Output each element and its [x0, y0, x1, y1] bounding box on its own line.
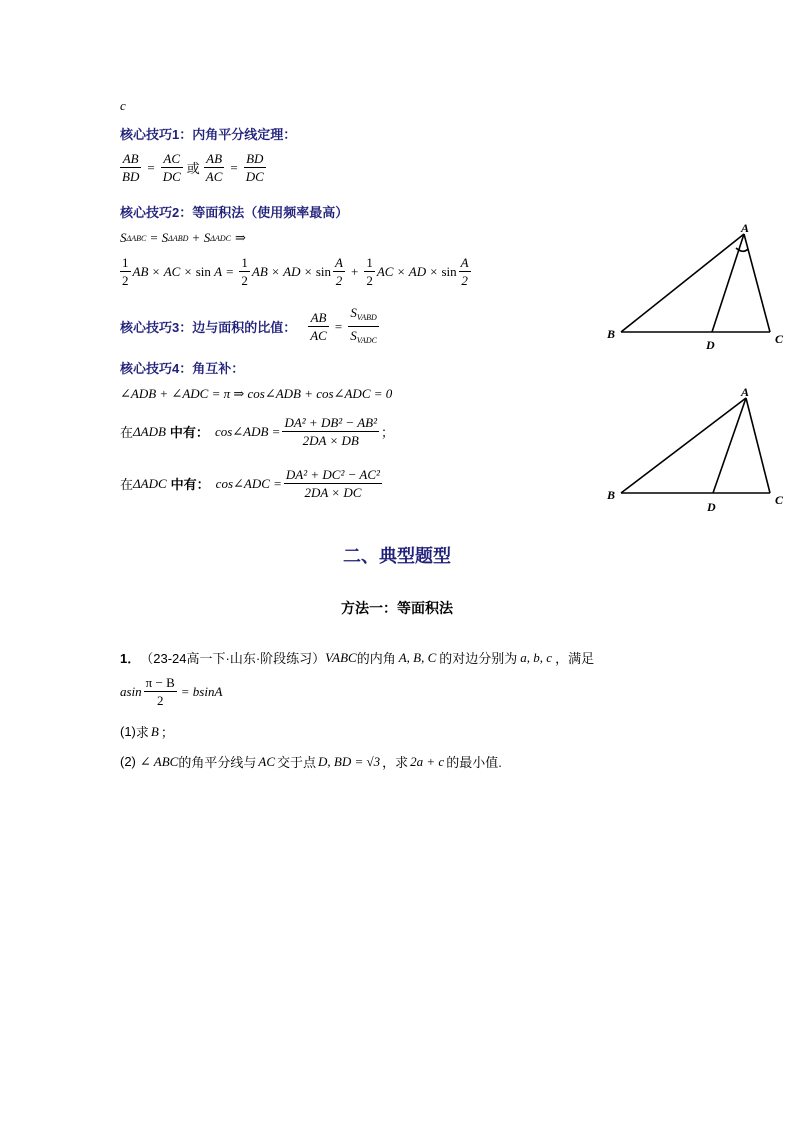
tip1-formula: $\frac{AB}{BD}$ = $\frac{AC}{DC}$ 或 $\frac{AB}{AC}$ = $\frac{BD}{DC}$: [122, 151, 264, 184]
tip1-or: 或: [186, 161, 200, 176]
stem-text: ，满足: [555, 651, 595, 666]
triangle-adb: ΔADB: [133, 423, 166, 439]
eq-right: = bsinA: [180, 683, 223, 699]
tip4-heading: 核心技巧4：角互补：: [120, 361, 245, 376]
eq-fraction: $\frac{\pi - B}{2}$: [145, 675, 175, 708]
triangle-figure-top: [596, 216, 792, 356]
part1-label: (1): [120, 724, 136, 739]
tip4-cos-adb-row: [120, 414, 394, 449]
method-title: 方法一：等面积法: [341, 600, 453, 616]
sides: a, b, c: [520, 649, 553, 665]
in-label: 在: [120, 477, 134, 492]
tip3-heading: 核心技巧3：边与面积的比值：: [120, 320, 297, 335]
tip4-angle-sum: ∠ADB + ∠ADC = π ⇒ cos∠ADB + cos∠ADC = 0: [120, 386, 393, 401]
problem-source: （23-24高一下·山东·阶段练习）: [140, 651, 326, 666]
part2-ac: AC: [258, 753, 275, 769]
part2-text: 的角平分线与: [178, 755, 257, 770]
part1-var: B: [150, 723, 159, 739]
tip2-heading: 核心技巧2：等面积法（使用频率最高）: [120, 205, 349, 220]
tip3-row: [120, 304, 381, 349]
angles: A, B, C: [398, 649, 437, 665]
semicolon: ；: [381, 425, 395, 440]
in-label: 在: [120, 425, 134, 440]
tip4-cos-adc-row: [120, 466, 384, 501]
label-c: C: [775, 332, 784, 346]
problem-equation: [120, 674, 222, 709]
part1: [120, 722, 174, 741]
cos-adb-fraction: $\frac{\text{DA² + DB² − AB²}}{2DA \times DB}$: [284, 415, 377, 448]
label-b: B: [607, 488, 616, 502]
part1-end: ；: [160, 725, 174, 740]
label-a: A: [741, 221, 750, 235]
part2-condition: D, BD = √3: [318, 753, 381, 769]
label-a: A: [741, 385, 750, 399]
part2-text: ，求: [382, 755, 409, 770]
label-b: B: [607, 327, 616, 341]
part2: [120, 752, 502, 771]
tip2-area-sum: S ΔABC = S ΔABD + S ΔADC ⇒: [120, 230, 246, 245]
top-letter: c: [120, 98, 126, 113]
tip2-area-formula: $\frac{1}{2}$ AB × AC × sin A = $\frac{1}{2}$ AB × AD × sin $\frac{A}{2}$ + $\frac{1}{2}$ AC × AD × sin $\frac{A}{2}$: [122, 255, 469, 288]
stem-text: 的内角: [356, 651, 396, 666]
eq-left: asin: [120, 683, 142, 699]
label-c: C: [775, 493, 784, 507]
part2-label: (2): [120, 754, 136, 769]
has-label: 中有：: [169, 425, 209, 440]
cos-adc-label: cos∠ADC =: [215, 475, 282, 491]
tip1-heading: 核心技巧1：内角平分线定理：: [120, 127, 297, 142]
tip3-formula: $\frac{AB}{AC}$ = $\frac{S_{VABD}}{S_{VADC}}$: [310, 305, 377, 345]
problem-stem: [120, 648, 594, 667]
part2-text: 交于点: [277, 755, 317, 770]
part1-text: 求: [135, 725, 149, 740]
problem-number: 1．: [120, 651, 141, 666]
section-title: 二、典型题型: [343, 546, 451, 566]
triangle-abc: VABC: [325, 649, 357, 665]
label-d: D: [707, 500, 716, 514]
part2-angle: ∠ ABC: [139, 753, 179, 769]
triangle-figure-bottom: [596, 380, 792, 520]
triangle-adc: ΔADC: [133, 475, 167, 491]
has-label: 中有：: [170, 477, 210, 492]
cos-adc-fraction: $\frac{\text{DA² + DC² − AC²}}{2DA \times DC}$: [285, 467, 380, 500]
cos-adb-label: cos∠ADB =: [214, 423, 281, 439]
part2-text: 的最小值.: [446, 755, 502, 770]
stem-text: 的对边分别为: [439, 651, 518, 666]
label-d: D: [706, 338, 715, 352]
part2-expression: 2a + c: [410, 753, 445, 769]
